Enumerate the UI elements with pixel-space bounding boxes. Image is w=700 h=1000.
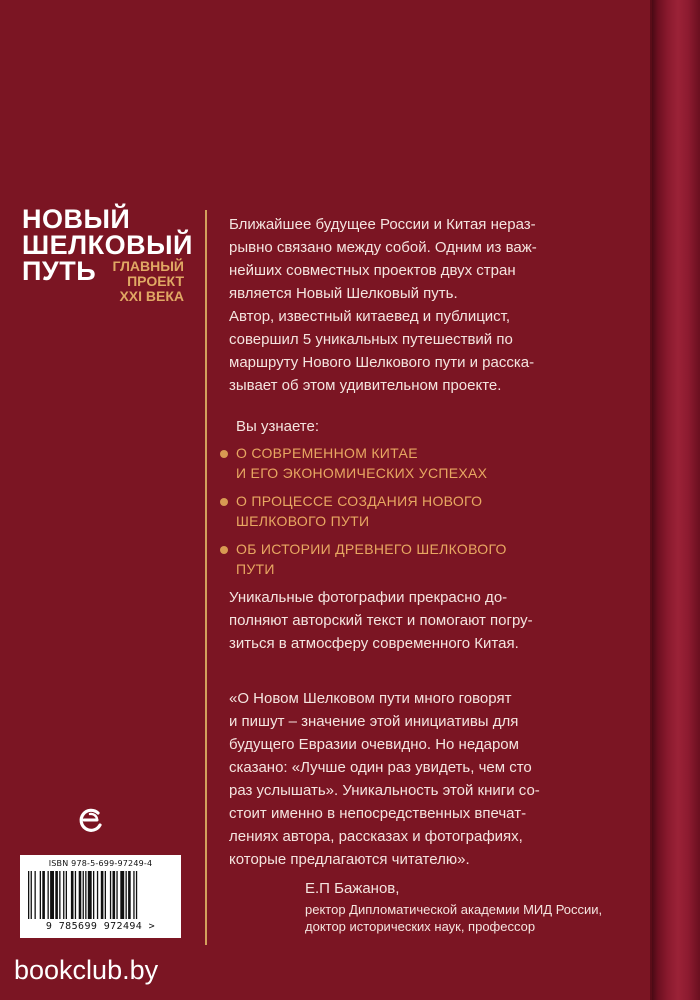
- book-subtitle: [96, 259, 184, 304]
- barcode-stripe: [136, 871, 137, 919]
- barcode-stripe: [97, 871, 98, 919]
- bullet-line: О ПРОЦЕССЕ СОЗДАНИЯ НОВОГО: [236, 493, 483, 509]
- bullet-dot-icon: [220, 498, 228, 506]
- bullet-dot-icon: [220, 450, 228, 458]
- barcode-digits: 9 785699 972494 >: [45, 921, 156, 932]
- photos-paragraph: [229, 586, 533, 655]
- quote-line: лениях автора, рассказах и фотографиях,: [229, 828, 523, 845]
- barcode-stripe: [75, 871, 76, 919]
- barcode-stripe: [85, 871, 86, 919]
- author-role-line: ректор Дипломатической академии МИД России,: [305, 902, 603, 917]
- quote-line: сказано: «Лучше один раз увидеть, чем сто: [229, 759, 532, 776]
- barcode-stripe: [31, 871, 32, 919]
- barcode-stripe: [79, 871, 82, 919]
- intro-line: совершил 5 уникальных путешествий по: [229, 331, 513, 348]
- bullet-dot-icon: [220, 546, 228, 554]
- bullet-item: [220, 539, 507, 583]
- intro-line: Ближайшее будущее России и Китая нераз-: [229, 216, 536, 233]
- barcode-stripe: [28, 871, 29, 919]
- bullet-line: ПУТИ: [236, 561, 275, 577]
- barcode-stripe: [71, 871, 74, 919]
- barcode-stripe: [59, 871, 60, 919]
- isbn-text: ISBN 978-5-699-97249-4: [48, 859, 153, 868]
- barcode-stripe: [101, 871, 104, 919]
- barcode-stripe: [126, 871, 127, 919]
- vertical-divider: [205, 210, 207, 945]
- barcode-stripe: [116, 871, 117, 919]
- title-line: НОВЫЙ: [22, 204, 131, 234]
- barcode-stripe: [66, 871, 67, 919]
- title-line: ПУТЬ: [22, 256, 97, 286]
- quote-line: стоит именно в непосредственных впечат-: [229, 805, 527, 822]
- barcode-stripe: [40, 871, 41, 919]
- bullet-line: ОБ ИСТОРИИ ДРЕВНЕГО ШЕЛКОВОГО: [236, 541, 507, 557]
- photos-line: зиться в атмосферу современного Китая.: [229, 635, 519, 652]
- photos-line: полняют авторский текст и помогают погру-: [229, 612, 533, 629]
- barcode-stripe: [63, 871, 64, 919]
- quote-paragraph: [229, 687, 540, 871]
- barcode-stripe: [110, 871, 111, 919]
- quote-line: раз услышать». Уникальность этой книги со-: [229, 782, 540, 799]
- intro-line: рывно связано между собой. Одним из важ-: [229, 239, 537, 256]
- subtitle-line: ГЛАВНЫЙ: [112, 258, 184, 274]
- quote-line: будущего Евразии очевидно. Но недаром: [229, 736, 519, 753]
- intro-line: Автор, известный китаевед и публицист,: [229, 308, 511, 325]
- bullet-item: [220, 491, 507, 535]
- barcode-stripe: [120, 871, 124, 919]
- barcode-stripe: [128, 871, 131, 919]
- barcode-stripe: [93, 871, 94, 919]
- bullet-line: ШЕЛКОВОГО ПУТИ: [236, 513, 370, 529]
- learn-heading: Вы узнаете:: [236, 418, 320, 435]
- intro-line: нейших совместных проектов двух стран: [229, 262, 516, 279]
- book-spine: [652, 0, 700, 1000]
- barcode-stripe: [50, 871, 54, 919]
- barcode-stripe: [113, 871, 116, 919]
- intro-line: маршруту Нового Шелкового пути и расска-: [229, 354, 535, 371]
- barcode-stripe: [48, 871, 49, 919]
- barcode-stripe: [88, 871, 92, 919]
- photos-line: Уникальные фотографии прекрасно до-: [229, 589, 508, 606]
- author-role: [305, 901, 602, 935]
- isbn-barcode: [20, 855, 181, 938]
- barcode-stripe: [83, 871, 84, 919]
- intro-paragraph: [229, 213, 537, 397]
- intro-line: является Новый Шелковый путь.: [229, 285, 458, 302]
- quote-line: «О Новом Шелковом пути много говорят: [229, 690, 512, 707]
- barcode-bars: [28, 871, 173, 919]
- title-line: ШЕЛКОВЫЙ: [22, 230, 193, 260]
- subtitle-line: ПРОЕКТ: [127, 273, 184, 289]
- author-role-line: доктор исторических наук, профессор: [305, 919, 536, 934]
- intro-line: зывает об этом удивительном проекте.: [229, 377, 502, 394]
- barcode-stripe: [35, 871, 36, 919]
- bullet-item: [220, 443, 507, 487]
- barcode-stripe: [42, 871, 45, 919]
- site-watermark: bookclub.by: [14, 955, 159, 985]
- bullet-line: О СОВРЕМЕННОМ КИТАЕ: [236, 445, 418, 461]
- barcode-stripe: [105, 871, 106, 919]
- subtitle-line: XXI ВЕКА: [119, 288, 184, 304]
- barcode-stripe: [133, 871, 134, 919]
- eksmo-e-logo-icon: [76, 805, 106, 835]
- barcode-stripe: [55, 871, 58, 919]
- bullet-list: [220, 443, 507, 587]
- quote-line: которые предлагаются читателю».: [229, 851, 470, 868]
- bullet-line: И ЕГО ЭКОНОМИЧЕСКИХ УСПЕХАХ: [236, 465, 488, 481]
- quote-author: Е.П Бажанов,: [305, 880, 400, 897]
- quote-line: и пишут – значение этой инициативы для: [229, 713, 519, 730]
